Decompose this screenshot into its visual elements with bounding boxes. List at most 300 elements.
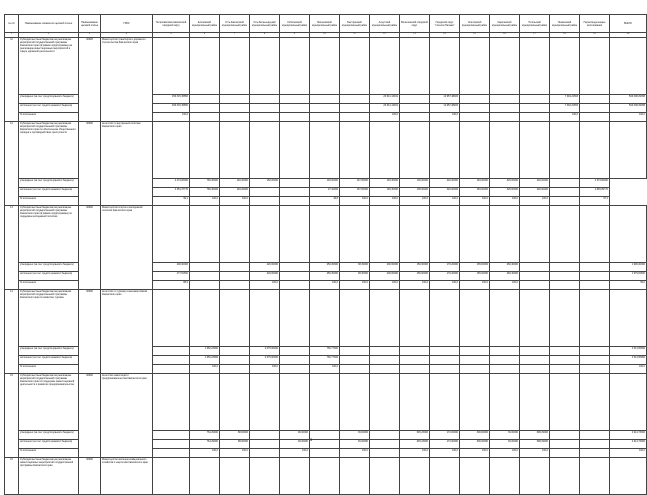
value-cell: 36,00000	[490, 431, 520, 440]
empty-cell	[460, 38, 490, 95]
empty-cell	[340, 38, 370, 95]
row-label: исполнено (за счет средств краевого бюджета)	[19, 104, 79, 113]
empty-cell	[190, 206, 220, 263]
column-number: 11	[340, 33, 370, 38]
budget-table	[4, 14, 647, 495]
value-cell	[580, 272, 610, 281]
value-cell	[520, 113, 550, 122]
value-cell: 150,00000	[400, 263, 430, 272]
empty-cell	[460, 374, 490, 431]
value-cell	[190, 104, 220, 113]
value-cell	[490, 104, 520, 113]
row-label: утверждено (за счет средств краевого бюджета)	[19, 95, 79, 104]
empty-cell	[190, 38, 220, 95]
value-cell	[580, 440, 610, 449]
value-cell: 2 474,00000	[153, 179, 190, 188]
value-cell: 698,29000	[520, 440, 550, 449]
column-number: 17	[520, 33, 550, 38]
block-code: 40000	[79, 122, 101, 206]
value-cell	[550, 197, 580, 206]
value-cell: 172,00000	[430, 431, 460, 440]
empty-cell	[550, 458, 580, 495]
total-cell: 2 914,73000	[610, 440, 647, 449]
value-cell: 170,20000	[430, 263, 460, 272]
value-cell	[250, 449, 280, 458]
block-title-row	[5, 374, 647, 431]
value-cell: 177,81500	[153, 272, 190, 281]
block-grbs: Министерство транспорта и дорожного строительства Камчатского края	[101, 38, 153, 122]
row-label: исполнено (за счет средств краевого бюджета)	[19, 188, 79, 197]
empty-cell	[400, 206, 430, 263]
value-cell: 766,77000	[310, 347, 340, 356]
value-cell	[550, 431, 580, 440]
value-cell	[460, 104, 490, 113]
block-grbs: Агентство по туризму и внешним связям Камчатского края	[101, 290, 153, 374]
empty-cell	[460, 122, 490, 179]
value-cell	[520, 104, 550, 113]
value-cell: 172,00000	[430, 440, 460, 449]
value-cell: 100,0	[460, 281, 490, 290]
value-cell	[580, 281, 610, 290]
total-cell: 2 914,73000	[610, 431, 647, 440]
value-cell: 100,0	[280, 449, 310, 458]
value-cell: 100,0	[340, 197, 370, 206]
value-cell: 456 315,45850	[153, 95, 190, 104]
value-cell: 100,0	[190, 449, 220, 458]
empty-cell	[610, 458, 647, 495]
block-title: Субсидия местным бюджетам на реализацию мероприятий государственной программы Камчатского края по поддержке инвестиционной деятельности и развитию предпринимательства	[19, 374, 79, 431]
column-number: 5	[153, 33, 190, 38]
value-cell: 99,1	[153, 197, 190, 206]
value-cell	[250, 431, 280, 440]
value-cell: 766,77000	[310, 356, 340, 365]
value-cell: 26 641,13461	[370, 95, 400, 104]
value-cell: 26 641,13461	[370, 104, 400, 113]
empty-cell	[250, 374, 280, 431]
value-cell: 100,0	[370, 281, 400, 290]
value-cell: 100,0	[220, 449, 250, 458]
value-cell: 36,00000	[340, 440, 370, 449]
empty-cell	[610, 206, 647, 263]
empty-cell	[153, 122, 190, 179]
empty-cell	[580, 38, 610, 95]
empty-cell	[280, 122, 310, 179]
value-cell	[520, 281, 550, 290]
block-title: Субсидия местным бюджетам на реализацию мероприятий государственной программы Камчатского края (в рамках подпрограммы) по поддержке молодежной политики	[19, 206, 79, 263]
value-cell: 100,0	[490, 281, 520, 290]
row-label: утверждено (за счет средств краевого бюджета)	[19, 179, 79, 188]
value-cell: 90,00000	[280, 440, 310, 449]
value-cell	[430, 347, 460, 356]
value-cell	[400, 347, 430, 356]
empty-cell	[340, 206, 370, 263]
value-cell: 764,29000	[190, 431, 220, 440]
empty-cell	[430, 38, 460, 95]
empty-cell	[220, 38, 250, 95]
value-cell	[400, 104, 430, 113]
column-number: 12	[370, 33, 400, 38]
value-cell	[370, 347, 400, 356]
value-cell	[400, 356, 430, 365]
column-header: Мильковский муниципальный район	[310, 15, 340, 33]
value-cell	[550, 179, 580, 188]
value-cell	[220, 113, 250, 122]
column-number: 4	[101, 33, 153, 38]
value-cell	[520, 347, 550, 356]
empty-cell	[280, 206, 310, 263]
value-cell	[430, 356, 460, 365]
total-cell: 100,0	[610, 365, 647, 374]
empty-cell	[400, 458, 430, 495]
value-cell	[310, 95, 340, 104]
value-cell: 165,00000	[460, 272, 490, 281]
column-header: Пенжинский муниципальный район	[550, 15, 580, 33]
value-cell: 100,0	[520, 197, 550, 206]
value-cell: 88,00000	[220, 431, 250, 440]
value-cell: 36,00000	[490, 440, 520, 449]
empty-cell	[220, 374, 250, 431]
value-cell: 260,40000	[490, 272, 520, 281]
column-number: 19	[580, 33, 610, 38]
value-cell	[310, 440, 340, 449]
value-cell: 100,0	[550, 113, 580, 122]
value-cell: 764,29000	[190, 440, 220, 449]
value-cell	[153, 356, 190, 365]
header-row	[5, 15, 647, 33]
value-cell: 200,00000	[370, 272, 400, 281]
value-cell	[580, 431, 610, 440]
block-grbs: Агентство инвестиций и предпринимательства Камчатского края	[101, 374, 153, 458]
value-cell	[250, 95, 280, 104]
empty-cell	[550, 290, 580, 347]
total-cell: 4 845,89770	[580, 188, 610, 197]
empty-cell	[280, 290, 310, 347]
empty-cell	[250, 206, 280, 263]
block-code: 40000	[79, 290, 101, 374]
value-cell	[580, 95, 610, 104]
block-number: 16	[5, 458, 19, 495]
column-number: 18	[550, 33, 580, 38]
column-header: Елизовский муниципальный район	[190, 15, 220, 33]
value-cell	[550, 449, 580, 458]
value-cell	[400, 365, 430, 374]
block-grbs: Агентство по внутренней политике Камчатского края	[101, 122, 153, 206]
value-cell	[400, 113, 430, 122]
empty-cell	[370, 290, 400, 347]
value-cell	[153, 365, 190, 374]
value-cell	[460, 95, 490, 104]
value-cell	[250, 188, 280, 197]
value-cell: 150,00000	[250, 179, 280, 188]
total-cell: 1 975,81500	[610, 272, 647, 281]
value-cell	[280, 356, 310, 365]
column-number: 14	[430, 33, 460, 38]
block-title: Субсидия местным бюджетам на реализацию мероприятий государственной программы Камчатского края (в рамках подпрограммы) на реализацию инвестиционных мероприятий в сфере дорожной деятельности	[19, 38, 79, 95]
empty-cell	[250, 38, 280, 95]
value-cell	[220, 95, 250, 104]
row-label: исполнено (за счет средств краевого бюджета)	[19, 272, 79, 281]
value-cell: 2 075,60000	[250, 347, 280, 356]
value-cell	[280, 197, 310, 206]
value-cell: 220,00000	[250, 272, 280, 281]
value-cell	[580, 263, 610, 272]
value-cell	[220, 263, 250, 272]
value-cell: 100,0	[430, 113, 460, 122]
value-cell: 12 957,48484	[430, 95, 460, 104]
value-cell	[153, 347, 190, 356]
empty-cell	[520, 122, 550, 179]
total-cell: 4 973,80000	[580, 179, 610, 188]
value-cell: 260,40000	[490, 263, 520, 272]
total-cell: 503 308,29358	[610, 95, 647, 104]
value-cell	[550, 440, 580, 449]
column-header: Соболевский муниципальный район	[280, 15, 310, 33]
value-cell: 27,32000	[310, 188, 340, 197]
column-header: Усть-Большерецкий муниципальный район	[250, 15, 280, 33]
empty-cell	[580, 458, 610, 495]
value-cell	[520, 356, 550, 365]
block-number: 15	[5, 374, 19, 458]
empty-cell	[153, 290, 190, 347]
empty-cell	[490, 458, 520, 495]
empty-cell	[610, 374, 647, 431]
empty-cell	[310, 38, 340, 95]
value-cell: 100,0	[250, 365, 280, 374]
value-cell	[250, 113, 280, 122]
empty-cell	[153, 458, 190, 495]
empty-cell	[520, 290, 550, 347]
value-cell: 38,30000	[340, 272, 370, 281]
block-title: Субсидия местным бюджетам на реализацию мероприятий государственной программы Камчатского края по обеспечению общественного порядка и противодействию преступности	[19, 122, 79, 179]
value-cell: 2 075,60000	[250, 356, 280, 365]
value-cell	[250, 440, 280, 449]
total-cell: 97,4	[580, 197, 610, 206]
column-number: 13	[400, 33, 430, 38]
empty-cell	[340, 458, 370, 495]
value-cell: 2 451,37770	[153, 188, 190, 197]
value-cell	[370, 356, 400, 365]
empty-cell	[460, 458, 490, 495]
empty-cell	[220, 206, 250, 263]
value-cell: 100,0	[490, 197, 520, 206]
empty-cell	[430, 122, 460, 179]
empty-cell	[310, 374, 340, 431]
row-label: % исполнения	[19, 449, 79, 458]
total-cell: 1 996,00000	[610, 263, 647, 272]
empty-cell	[550, 38, 580, 95]
value-cell: 698,29000	[520, 431, 550, 440]
value-cell: 225,00000	[490, 188, 520, 197]
column-number: 6	[190, 33, 220, 38]
empty-cell	[520, 374, 550, 431]
empty-cell	[220, 458, 250, 495]
value-cell: 100,0	[310, 365, 340, 374]
value-cell: 7 394,21563	[550, 104, 580, 113]
block-code: 40000	[79, 206, 101, 290]
total-cell: 4 514,56960	[610, 347, 647, 356]
empty-cell	[220, 122, 250, 179]
column-header: № п/п	[5, 15, 19, 33]
empty-cell	[310, 122, 340, 179]
value-cell	[310, 431, 340, 440]
value-cell	[430, 365, 460, 374]
row-label: % исполнения	[19, 113, 79, 122]
value-cell	[310, 104, 340, 113]
value-cell	[520, 365, 550, 374]
value-cell: 88,00000	[220, 440, 250, 449]
empty-cell	[430, 458, 460, 495]
column-number: 7	[220, 33, 250, 38]
value-cell: 145,30000	[370, 179, 400, 188]
row-label: утверждено (за счет средств краевого бюджета)	[19, 431, 79, 440]
value-cell: 88,9	[153, 281, 190, 290]
column-number: 20	[610, 33, 647, 38]
empty-cell	[280, 38, 310, 95]
value-cell	[190, 281, 220, 290]
column-header: ВСЕГО	[610, 15, 647, 33]
value-cell	[280, 188, 310, 197]
empty-cell	[550, 122, 580, 179]
column-header: Быстринский муниципальный район	[340, 15, 370, 33]
value-cell	[370, 449, 400, 458]
value-cell: 100,0	[430, 449, 460, 458]
value-cell	[550, 272, 580, 281]
column-number: 2	[19, 33, 79, 38]
value-cell: 100,0	[250, 281, 280, 290]
row-label: исполнено (за счет средств краевого бюджета)	[19, 356, 79, 365]
value-cell: 184,00000	[460, 179, 490, 188]
empty-cell	[370, 458, 400, 495]
value-cell: 220,00000	[250, 263, 280, 272]
value-cell: 300,00000	[460, 431, 490, 440]
value-cell	[340, 113, 370, 122]
column-number: 9	[280, 33, 310, 38]
value-cell: 90,00000	[280, 431, 310, 440]
value-cell	[520, 272, 550, 281]
value-cell: 184,00000	[460, 188, 490, 197]
empty-cell	[490, 290, 520, 347]
empty-cell	[520, 458, 550, 495]
value-cell: 140,20000	[220, 179, 250, 188]
empty-cell	[400, 374, 430, 431]
block-title-row	[5, 38, 647, 95]
empty-cell	[580, 206, 610, 263]
empty-cell	[310, 206, 340, 263]
value-cell	[370, 431, 400, 440]
value-cell	[280, 281, 310, 290]
block-grbs: Министерство жилищно-коммунального хозяйства и энергетики Камчатского края	[101, 458, 153, 495]
value-cell: 100,0	[490, 449, 520, 458]
empty-cell	[550, 206, 580, 263]
empty-cell	[400, 38, 430, 95]
empty-cell	[400, 122, 430, 179]
value-cell: 100,0	[430, 281, 460, 290]
block-title-row	[5, 458, 647, 495]
value-cell: 250,30000	[310, 272, 340, 281]
row-label: утверждено (за счет средств краевого бюджета)	[19, 347, 79, 356]
value-cell: 100,0	[220, 197, 250, 206]
value-cell	[550, 188, 580, 197]
value-cell	[220, 281, 250, 290]
value-cell	[460, 356, 490, 365]
value-cell	[280, 113, 310, 122]
value-cell	[190, 263, 220, 272]
value-cell	[280, 104, 310, 113]
value-cell	[190, 272, 220, 281]
value-cell	[340, 104, 370, 113]
total-cell: 99,0	[610, 281, 647, 290]
column-header: Вилючинский городской округ	[400, 15, 430, 33]
value-cell	[550, 263, 580, 272]
value-cell	[550, 365, 580, 374]
value-cell	[580, 104, 610, 113]
column-header: Усть-Камчатский муниципальный район	[220, 15, 250, 33]
value-cell	[220, 272, 250, 281]
value-cell: 100,0	[460, 197, 490, 206]
empty-cell	[580, 290, 610, 347]
value-cell	[490, 347, 520, 356]
value-cell	[490, 95, 520, 104]
value-cell: 12 957,48484	[430, 104, 460, 113]
empty-cell	[580, 374, 610, 431]
row-label: исполнено (за счет средств краевого бюджета)	[19, 440, 79, 449]
value-cell	[370, 440, 400, 449]
value-cell	[280, 365, 310, 374]
empty-cell	[610, 290, 647, 347]
value-cell	[550, 356, 580, 365]
value-cell	[580, 113, 610, 122]
block-grbs: Министерство спорта и молодежной политики Камчатского края	[101, 206, 153, 290]
empty-cell	[490, 206, 520, 263]
empty-cell	[490, 38, 520, 95]
empty-cell	[340, 122, 370, 179]
value-cell: 100,0	[520, 449, 550, 458]
empty-cell	[340, 290, 370, 347]
empty-cell	[460, 290, 490, 347]
total-cell: 503 308,29358	[610, 104, 647, 113]
row-label: % исполнения	[19, 281, 79, 290]
row-label: утверждено (за счет средств краевого бюджета)	[19, 263, 79, 272]
empty-cell	[430, 374, 460, 431]
value-cell: 300,00000	[460, 440, 490, 449]
empty-cell	[580, 122, 610, 179]
value-cell: 100,0	[400, 281, 430, 290]
value-cell: 7 394,21563	[550, 95, 580, 104]
value-cell	[280, 263, 310, 272]
column-header: Петропавловск-Камчатский городской округ	[153, 15, 190, 33]
total-cell: 100,0	[610, 113, 647, 122]
value-cell: 100,0	[430, 197, 460, 206]
value-cell	[340, 365, 370, 374]
row-label: % исполнения	[19, 365, 79, 374]
empty-cell	[610, 38, 647, 95]
page-number: 3	[310, 437, 313, 442]
empty-cell	[190, 458, 220, 495]
value-cell	[580, 365, 610, 374]
block-number: 11	[5, 38, 19, 122]
value-cell: 1 652,23960	[190, 356, 220, 365]
value-cell: 100,0	[340, 449, 370, 458]
value-cell: 100,0	[370, 113, 400, 122]
value-cell: 456 315,45850	[153, 104, 190, 113]
value-cell	[250, 104, 280, 113]
total-cell: 100,0	[610, 449, 647, 458]
value-cell: 100,0	[370, 197, 400, 206]
value-cell	[153, 431, 190, 440]
value-cell	[280, 95, 310, 104]
empty-cell	[490, 374, 520, 431]
empty-cell	[370, 122, 400, 179]
